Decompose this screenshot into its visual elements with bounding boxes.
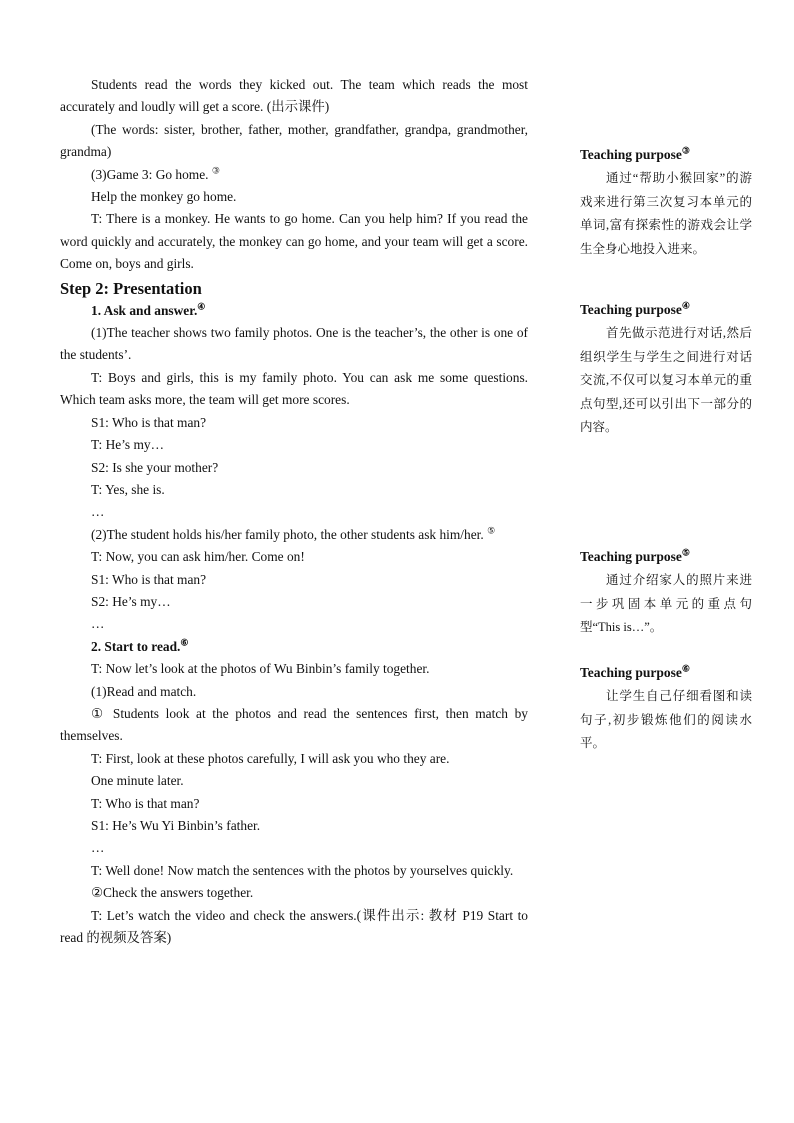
paragraph: (1)Read and match. bbox=[91, 683, 197, 699]
main-column bbox=[60, 74, 528, 949]
paragraph: (The words: sister, brother, father, mother, grandfather, grandpa, grandmother, grandma) bbox=[60, 121, 528, 160]
teaching-purpose-note bbox=[580, 146, 752, 261]
section-heading: 1. Ask and answer.④ bbox=[91, 301, 206, 318]
footnote-mark: ⑤ bbox=[681, 547, 690, 558]
note-body: 通过介绍家人的照片来进一步巩固本单元的重点句型“This is…”。 bbox=[580, 573, 752, 634]
dialogue-line: T: Now, you can ask him/her. Come on! bbox=[91, 549, 305, 565]
paragraph: T: Boys and girls, this is my family photo. You can ask me some questions. Which team asks more, the team will get more scores. bbox=[60, 369, 528, 408]
section-heading: 2. Start to read.⑥ bbox=[91, 637, 189, 654]
footnote-mark: ④ bbox=[681, 300, 690, 311]
teaching-purpose-note bbox=[580, 301, 752, 440]
step-heading: Step 2: Presentation bbox=[60, 278, 202, 298]
dialogue-line: S2: He’s my… bbox=[91, 593, 171, 609]
paragraph: One minute later. bbox=[91, 773, 184, 789]
note-body: 让学生自己仔细看图和读句子,初步锻炼他们的阅读水平。 bbox=[580, 689, 752, 750]
ellipsis: … bbox=[91, 840, 105, 856]
dialogue-line: S1: Who is that man? bbox=[91, 414, 207, 430]
footnote-mark: ⑤ bbox=[487, 525, 496, 536]
paragraph: Help the monkey go home. bbox=[91, 189, 237, 205]
footnote-mark: ④ bbox=[197, 301, 206, 312]
footnote-mark: ⑥ bbox=[681, 663, 690, 674]
note-body: 首先做示范进行对话,然后组织学生与学生之间进行对话交流,不仅可以复习本单元的重点句型,还可以引出下一部分的内容。 bbox=[580, 326, 752, 434]
ellipsis: … bbox=[91, 616, 105, 632]
ellipsis: … bbox=[91, 504, 105, 520]
paragraph: ① Students look at the photos and read the sentences first, then match by themselves. bbox=[60, 705, 528, 744]
note-title: Teaching purpose③ bbox=[580, 145, 690, 162]
paragraph: T: Let’s watch the video and check the answers.(课件出示: 教材 P19 Start to read 的视频及答案) bbox=[60, 907, 528, 946]
paragraph: ②Check the answers together. bbox=[91, 885, 254, 901]
paragraph: T: First, look at these photos carefully, I will ask you who they are. bbox=[91, 750, 450, 766]
paragraph: Students read the words they kicked out. The team which reads the most accurately and loudly will get a score. (出示课件) bbox=[60, 77, 528, 115]
dialogue-line: T: He’s my… bbox=[91, 437, 164, 453]
note-title: Teaching purpose⑥ bbox=[580, 663, 690, 680]
paragraph: (1)The teacher shows two family photos. One is the teacher’s, the other is one of the students’. bbox=[60, 325, 528, 363]
note-body: 通过“帮助小猴回家”的游戏来进行第三次复习本单元的单词,富有探索性的游戏会让学生全身心地投入进来。 bbox=[580, 171, 752, 256]
paragraph: T: There is a monkey. He wants to go home. Can you help him? If you read the word quickly and accurately, the monkey can go home, and your team will get a score. Come on, boys and girls. bbox=[60, 211, 528, 272]
teaching-purpose-note bbox=[580, 664, 752, 756]
teaching-purpose-note bbox=[580, 548, 752, 640]
footnote-mark: ③ bbox=[681, 145, 690, 156]
note-title: Teaching purpose⑤ bbox=[580, 547, 690, 564]
dialogue-line: T: Who is that man? bbox=[91, 795, 200, 811]
dialogue-line: S1: He’s Wu Yi Binbin’s father. bbox=[91, 818, 261, 833]
paragraph: (2)The student holds his/her family photo, the other students ask him/her. ⑤ bbox=[91, 525, 496, 542]
footnote-mark: ⑥ bbox=[180, 637, 189, 648]
dialogue-line: S1: Who is that man? bbox=[91, 571, 207, 587]
game-heading: (3)Game 3: Go home. ③ bbox=[91, 165, 220, 182]
note-title: Teaching purpose④ bbox=[580, 300, 690, 317]
paragraph: T: Well done! Now match the sentences with the photos by yourselves quickly. bbox=[91, 862, 514, 878]
paragraph: T: Now let’s look at the photos of Wu Binbin’s family together. bbox=[91, 661, 430, 677]
dialogue-line: T: Yes, she is. bbox=[91, 481, 165, 497]
dialogue-line: S2: Is she your mother? bbox=[91, 459, 219, 475]
footnote-mark: ③ bbox=[211, 165, 220, 176]
